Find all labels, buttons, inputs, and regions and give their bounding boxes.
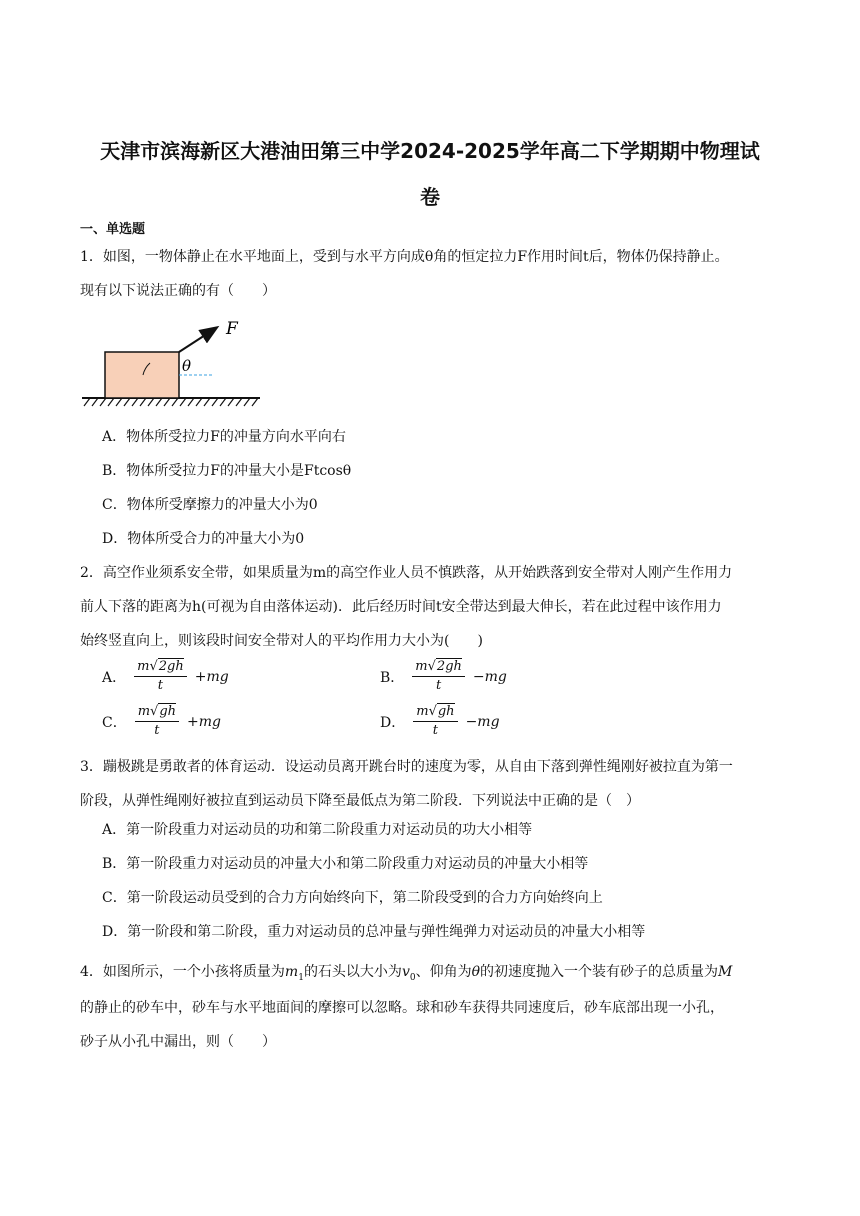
- question-3-line2: 阶段，从弹性绳刚好被拉直到运动员下降至最低点为第二阶段．下列说法中正确的是（ ）: [80, 793, 640, 809]
- exam-title-line2: 卷: [420, 185, 440, 209]
- q2-option-d-tail: −mg: [465, 713, 500, 730]
- exam-title-line1: 天津市滨海新区大港油田第三中学2024-2025学年高二下学期期中物理试: [100, 139, 760, 163]
- force-label: F: [226, 319, 238, 339]
- question-1-figure: [80, 318, 270, 410]
- q1-option-b[interactable]: B．物体所受拉力F的冲量大小是Ftcosθ: [102, 463, 352, 479]
- q3-option-d[interactable]: D．第一阶段和第二阶段，重力对运动员的总冲量与弹性绳弹力对运动员的冲量大小相等: [102, 924, 646, 940]
- angle-label: θ: [182, 357, 192, 375]
- section-heading: 一、单选题: [80, 222, 146, 237]
- q2-option-c[interactable]: [102, 703, 221, 740]
- question-1-line2: 现有以下说法正确的有（ ）: [80, 283, 276, 299]
- q2-option-c-label: C．: [102, 714, 127, 731]
- question-2-line2: 前人下落的距离为h(可视为自由落体运动)．此后经历时间t安全带达到最大伸长，若在此过程中该作用力: [80, 599, 722, 615]
- q2-option-a-fraction: $\frac{m√2gh}{t}$: [134, 658, 187, 695]
- force-arrow: [179, 328, 216, 352]
- q1-option-c[interactable]: C．物体所受摩擦力的冲量大小为0: [102, 497, 318, 513]
- q2-option-b-label: B．: [380, 669, 405, 686]
- question-4-line1: 4．如图所示，一个小孩将质量为$m_1$的石头以大小为$v_0$、仰角为θ的初速度抛入一个装有砂子的总质量为M: [80, 964, 733, 983]
- q2-option-a-tail: +mg: [194, 668, 229, 685]
- q2-option-c-tail: +mg: [187, 713, 222, 730]
- q2-option-d-label: D．: [380, 714, 406, 731]
- question-4-line3: 砂子从小孔中漏出，则（ ）: [80, 1034, 276, 1050]
- q3-option-a[interactable]: A．第一阶段重力对运动员的功和第二阶段重力对运动员的功大小相等: [102, 822, 533, 838]
- question-1-line1: 1．如图，一物体静止在水平地面上，受到与水平方向成θ角的恒定拉力F作用时间t后，物体仍保持静止。: [80, 249, 729, 265]
- q1-option-a[interactable]: A．物体所受拉力F的冲量方向水平向右: [102, 429, 346, 445]
- q3-option-b[interactable]: B．第一阶段重力对运动员的冲量大小和第二阶段重力对运动员的冲量大小相等: [102, 856, 589, 872]
- question-4-line2: 的静止的砂车中，砂车与水平地面间的摩擦可以忽略。球和砂车获得共同速度后，砂车底部出现一小孔，: [80, 1000, 724, 1016]
- q2-option-b-fraction: $\frac{m√2gh}{t}$: [412, 658, 465, 695]
- q2-option-d[interactable]: [380, 703, 500, 740]
- q3-option-c[interactable]: C．第一阶段运动员受到的合力方向始终向下，第二阶段受到的合力方向始终向上: [102, 890, 603, 906]
- q2-option-b[interactable]: [380, 658, 507, 695]
- q2-option-d-fraction: $\frac{m√gh}{t}$: [413, 703, 457, 740]
- q2-option-a[interactable]: [102, 658, 229, 695]
- ground-hatching: [82, 398, 260, 406]
- q1-option-d[interactable]: D．物体所受合力的冲量大小为0: [102, 531, 305, 547]
- q2-option-c-fraction: $\frac{m√gh}{t}$: [135, 703, 179, 740]
- q2-option-a-label: A．: [102, 669, 127, 686]
- question-2-line3: 始终竖直向上，则该段时间安全带对人的平均作用力大小为( ): [80, 633, 483, 649]
- question-3-line1: 3．蹦极跳是勇敢者的体育运动．设运动员离开跳台时的速度为零，从自由下落到弹性绳刚好被拉直为第一: [80, 759, 733, 775]
- q2-option-b-tail: −mg: [472, 668, 507, 685]
- question-2-line1: 2．高空作业须系安全带，如果质量为m的高空作业人员不慎跌落，从开始跌落到安全带对人刚产生作用力: [80, 565, 733, 581]
